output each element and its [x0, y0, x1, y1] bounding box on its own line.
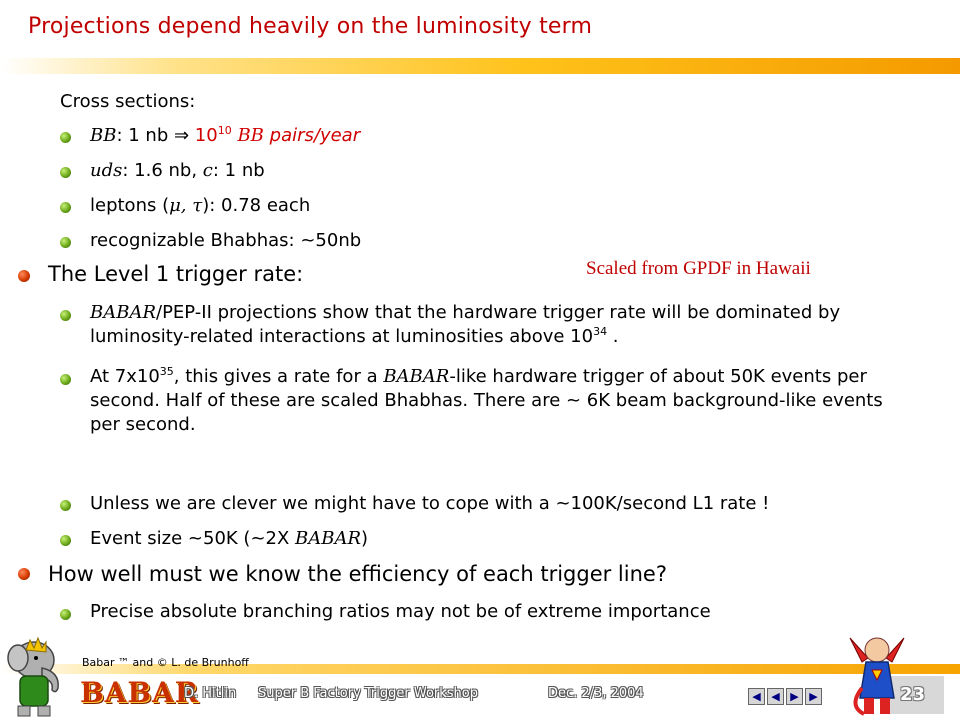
last-slide-button[interactable]: ▶	[805, 688, 822, 705]
slide-navigation	[748, 688, 822, 705]
green-bullet-icon	[60, 535, 71, 546]
p4-post: )	[361, 528, 369, 549]
cross-sections-heading: Cross sections:	[60, 91, 196, 112]
leptons-cross-section	[90, 194, 310, 218]
green-bullet-icon	[60, 374, 71, 385]
bb-text: : 1 nb	[116, 125, 174, 146]
uds-text: : 1.6 nb,	[122, 160, 203, 181]
l1-clever-line: Unless we are clever we might have to cope with a ~100K/second L1 rate !	[90, 493, 770, 514]
green-bullet-icon	[60, 167, 71, 178]
green-bullet-icon	[60, 202, 71, 213]
efficiency-heading: How well must we know the efficiency of each trigger line?	[48, 562, 667, 586]
title-gradient-bar	[0, 58, 960, 74]
footer-author: D. Hitlin	[184, 686, 237, 701]
next-slide-button[interactable]: ▶	[786, 688, 803, 705]
bb-rate-exp: 10	[217, 124, 232, 137]
previous-slide-button[interactable]: ◀	[767, 688, 784, 705]
p2-pre: At 7x10	[90, 366, 160, 387]
l1-rate-paragraph	[90, 365, 900, 437]
p1-text: /PEP-II projections show that the hardware trigger rate will be dominated by luminosity-related interactions at luminosities above 10	[90, 302, 841, 347]
scaled-note: Scaled from GPDF in Hawaii	[586, 258, 811, 279]
green-bullet-icon	[60, 310, 71, 321]
uds-symbol: uds	[90, 160, 123, 181]
orange-bullet-icon	[18, 270, 30, 282]
p1-end: .	[607, 326, 619, 347]
green-bullet-icon	[60, 132, 71, 143]
babar-symbol: BABAR	[295, 528, 362, 549]
babar-elephant-icon	[4, 636, 76, 720]
babar-symbol: BABAR	[383, 366, 450, 387]
bb-pairs-text: pairs/year	[263, 125, 361, 146]
bb-pairs-symbol: BB	[237, 125, 264, 146]
footer-credit: Babar ™ and © L. de Brunhoff	[82, 656, 249, 669]
green-bullet-icon	[60, 237, 71, 248]
babar-symbol: BABAR	[90, 302, 157, 323]
green-bullet-icon	[60, 609, 71, 620]
footer-date: Dec. 2/3, 2004	[548, 686, 644, 701]
orange-bullet-icon	[18, 568, 30, 580]
l1-heading: The Level 1 trigger rate:	[48, 262, 304, 286]
green-bullet-icon	[60, 500, 71, 511]
bb-cross-section	[90, 124, 360, 148]
babar-logo: BABAR	[80, 676, 200, 709]
slide-title: Projections depend heavily on the luminosity term	[28, 14, 593, 39]
event-size-line	[90, 527, 368, 551]
bhabhas-cross-section: recognizable Bhabhas: ~50nb	[90, 230, 362, 251]
efficiency-item: Precise absolute branching ratios may not be of extreme importance	[90, 601, 711, 622]
p4-pre: Event size ~50K (~2X	[90, 528, 296, 549]
p2-exp: 35	[159, 365, 174, 378]
leptons-post: ): 0.78 each	[202, 195, 311, 216]
bb-symbol: BB	[90, 125, 117, 146]
c-text: : 1 nb	[212, 160, 265, 181]
c-symbol: c	[202, 160, 213, 181]
first-slide-button[interactable]: ◀	[748, 688, 765, 705]
uds-cross-section	[90, 159, 265, 183]
leptons-pre: leptons (	[90, 195, 170, 216]
p2-mid: , this gives a rate for a	[173, 366, 384, 387]
p1-exp: 34	[593, 325, 608, 338]
leptons-symbol: μ, τ	[169, 195, 203, 216]
implies-icon: ⇒	[173, 125, 190, 146]
l1-projection-paragraph	[90, 301, 890, 349]
page-number: 23	[900, 684, 926, 705]
p2-text: -like hardware trigger of about 50K events per second. Half of these are scaled Bhabhas. There are ~ 6K beam background-like events per second.	[90, 366, 883, 435]
footer-event: Super B Factory Trigger Workshop	[258, 686, 478, 701]
bb-rate-base: 10	[189, 125, 218, 146]
